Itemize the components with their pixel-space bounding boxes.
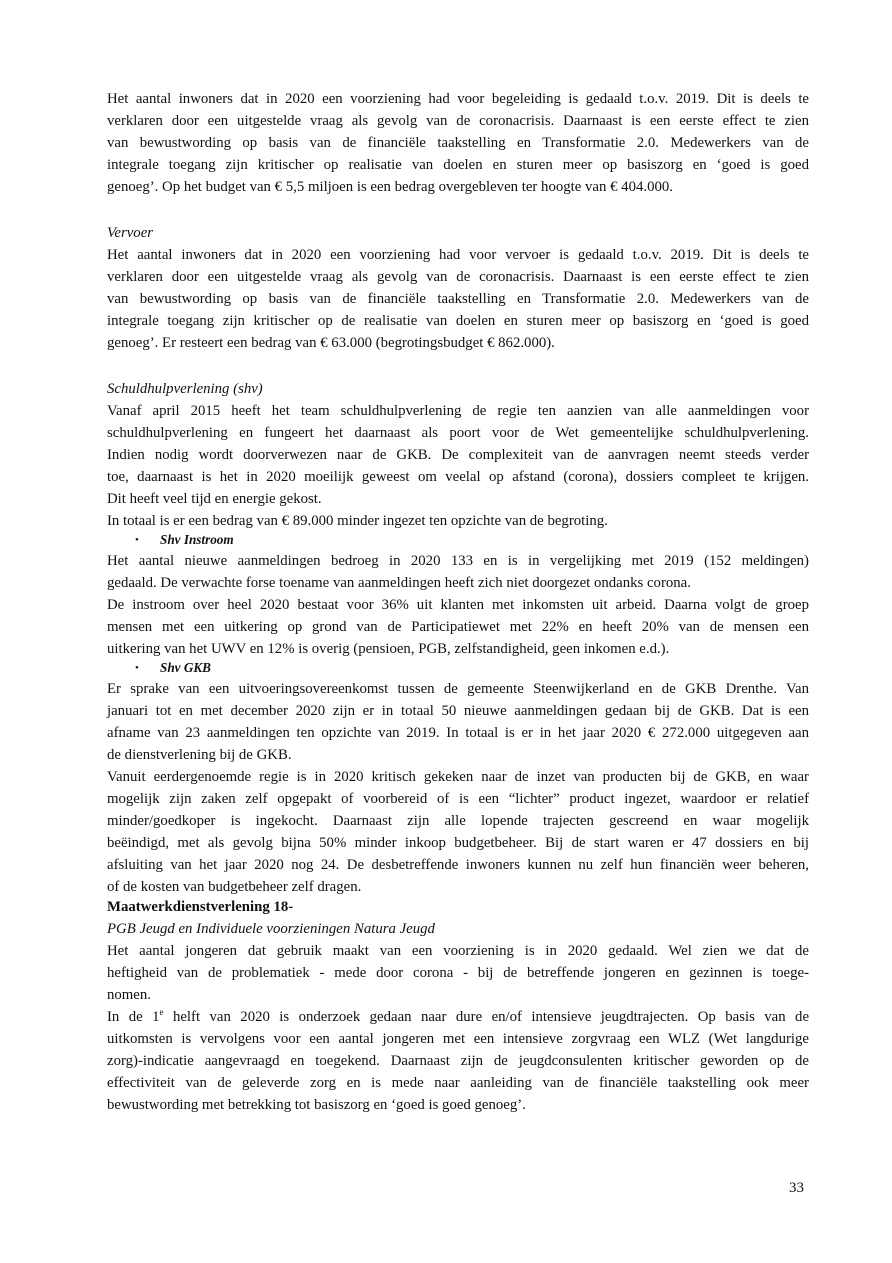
text-line: genoeg’. Er resteert een bedrag van € 63.000 (begrotingsbudget € 862.000).	[107, 335, 555, 351]
text-line-first-half	[107, 1006, 809, 1028]
text-line: mensen met een uitkering op grond van de Participatiewet met 22% en heeft 20% van de mensen een	[107, 619, 809, 635]
text-line: Het aantal nieuwe aanmeldingen bedroeg in 2020 133 en is in vergelijking met 2019 (152 meldingen)	[107, 553, 809, 569]
subheading-vervoer: Vervoer	[107, 225, 154, 241]
text-line: Het aantal inwoners dat in 2020 een voorziening had voor begeleiding is gedaald t.o.v. 2019. Dit is deels te	[107, 91, 809, 107]
text-line: In totaal is er een bedrag van € 89.000 minder ingezet ten opzichte van de begroting.	[107, 513, 608, 529]
bullet-item-shv-instroom	[107, 530, 809, 550]
bullet-icon: •	[135, 534, 139, 546]
text-line: Dit heeft veel tijd en energie gekost.	[107, 491, 322, 507]
text-line: De instroom over heel 2020 bestaat voor 36% uit klanten met inkomsten uit arbeid. Daarna volgt de groep	[107, 597, 809, 613]
heading-maatwerkdienstverlening: Maatwerkdienstverlening 18-	[107, 899, 294, 915]
text-line: Het aantal jongeren dat gebruik maakt van een voorziening is in 2020 gedaald. Wel zien we dat de	[107, 943, 809, 959]
text-line: mogelijk zijn zaken zelf opgepakt of voorbereid of is een “lichter” product ingezet, waardoor er relatief	[107, 791, 809, 807]
text-line: afsluiting van het jaar 2020 nog 24. De desbetreffende inwoners kunnen nu zelf hun financiën weer beheren,	[107, 857, 809, 873]
text-line: zorg)-indicatie aangevraagd en toegekend. Daarnaast zijn de jeugdconsulenten kritischer geworden op de	[107, 1053, 809, 1069]
text-fragment: helft van 2020 is onderzoek gedaan naar dure en/of intensieve jeugdtrajecten. Op basis van de	[163, 1009, 810, 1025]
text-line: verklaren door een uitgestelde vraag als gevolg van de coronacrisis. Daarnaast is een eerste effect te zien	[107, 269, 809, 285]
text-line: minder/goedkoper is ingekocht. Daarnaast zijn alle lopende trajecten gescreend en waar mogelijk	[107, 813, 809, 829]
text-line: effectiviteit van de geleverde zorg en is mede naar aanleiding van de financiële taakstelling ook meer	[107, 1075, 809, 1091]
text-line: van bewustwording op basis van de financiële taakstelling en Transformatie 2.0. Medewerkers van de	[107, 291, 809, 307]
text-line: Vanuit eerdergenoemde regie is in 2020 kritisch gekeken naar de inzet van producten bij de GKB, en waar	[107, 769, 809, 785]
text-fragment: In de 1	[107, 1009, 160, 1025]
text-line: of de kosten van budgetbeheer zelf dragen.	[107, 879, 362, 895]
text-line: integrale toegang zijn kritischer op de realisatie van doelen en sturen meer op basiszorg en ‘goed is goed	[107, 313, 809, 329]
text-line: bewustwording met betrekking tot basiszorg en ‘goed is goed genoeg’.	[107, 1097, 526, 1113]
bullet-label: Shv Instroom	[160, 532, 234, 547]
text-line: verklaren door een uitgestelde vraag als gevolg van de coronacrisis. Daarnaast is een eerste effect te zien	[107, 113, 809, 129]
text-line: nomen.	[107, 987, 151, 1003]
bullet-icon: •	[135, 662, 139, 674]
subheading-schuldhulpverlening: Schuldhulpverlening (shv)	[107, 381, 263, 397]
text-line: Indien nodig wordt doorverwezen naar de GKB. De complexiteit van de aanvragen neemt steeds verder	[107, 447, 809, 463]
text-line: Het aantal inwoners dat in 2020 een voorziening had voor vervoer is gedaald t.o.v. 2019. Dit is deels te	[107, 247, 809, 263]
text-line: integrale toegang zijn kritischer op realisatie van doelen en sturen meer op basiszorg en ‘goed is goed	[107, 157, 809, 173]
bullet-label: Shv GKB	[160, 660, 211, 675]
text-line: de dienstverlening bij de GKB.	[107, 747, 292, 763]
text-line: genoeg’. Op het budget van € 5,5 miljoen is een bedrag overgebleven ter hoogte van € 404.000.	[107, 179, 673, 195]
text-line: Vanaf april 2015 heeft het team schuldhulpverlening de regie ten aanzien van alle aanmeldingen voor	[107, 403, 809, 419]
bullet-item-shv-gkb	[107, 658, 809, 678]
text-line: heftigheid van de problematiek - mede door corona - bij de betreffende jongeren en gezinnen is toege-	[107, 965, 809, 981]
superscript: e	[159, 1007, 164, 1018]
text-line: uitkering van het UWV en 12% is overig (pensioen, PGB, zelfstandigheid, geen inkomen e.d.).	[107, 641, 670, 657]
page-number: 33	[789, 1180, 804, 1196]
text-line: gedaald. De verwachte forse toename van aanmeldingen heeft zich niet doorgezet ondanks corona.	[107, 575, 691, 591]
text-line: uitkomsten is vervolgens voor een aantal jongeren met een intensieve zorgvraag een WLZ (Wet langdurige	[107, 1031, 809, 1047]
subheading-pgb-jeugd: PGB Jeugd en Individuele voorzieningen Natura Jeugd	[107, 921, 435, 937]
text-line: toe, daarnaast is het in 2020 moeilijk geweest om veelal op afstand (corona), dossiers compleet te krijgen.	[107, 469, 809, 485]
text-line: januari tot en met december 2020 zijn er in totaal 50 nieuwe aanmeldingen gedaan bij de GKB. Dat is een	[107, 703, 809, 719]
text-line: van bewustwording op basis van de financiële taakstelling en Transformatie 2.0. Medewerkers van de	[107, 135, 809, 151]
text-line: afname van 23 aanmeldingen ten opzichte van 2019. In totaal is er in het jaar 2020 € 272.000 uitgegeven aan	[107, 725, 809, 741]
text-line: beëindigd, met als gevolg bijna 50% minder inkoop budgetbeheer. Bij de start waren er 47 dossiers en bij	[107, 835, 809, 851]
text-line: Er sprake van een uitvoeringsovereenkomst tussen de gemeente Steenwijkerland en de GKB Drenthe. Van	[107, 681, 809, 697]
text-line: schuldhulpverlening en fungeert het daarnaast als poort voor de Wet gemeentelijke schuldhulpverlening.	[107, 425, 809, 441]
